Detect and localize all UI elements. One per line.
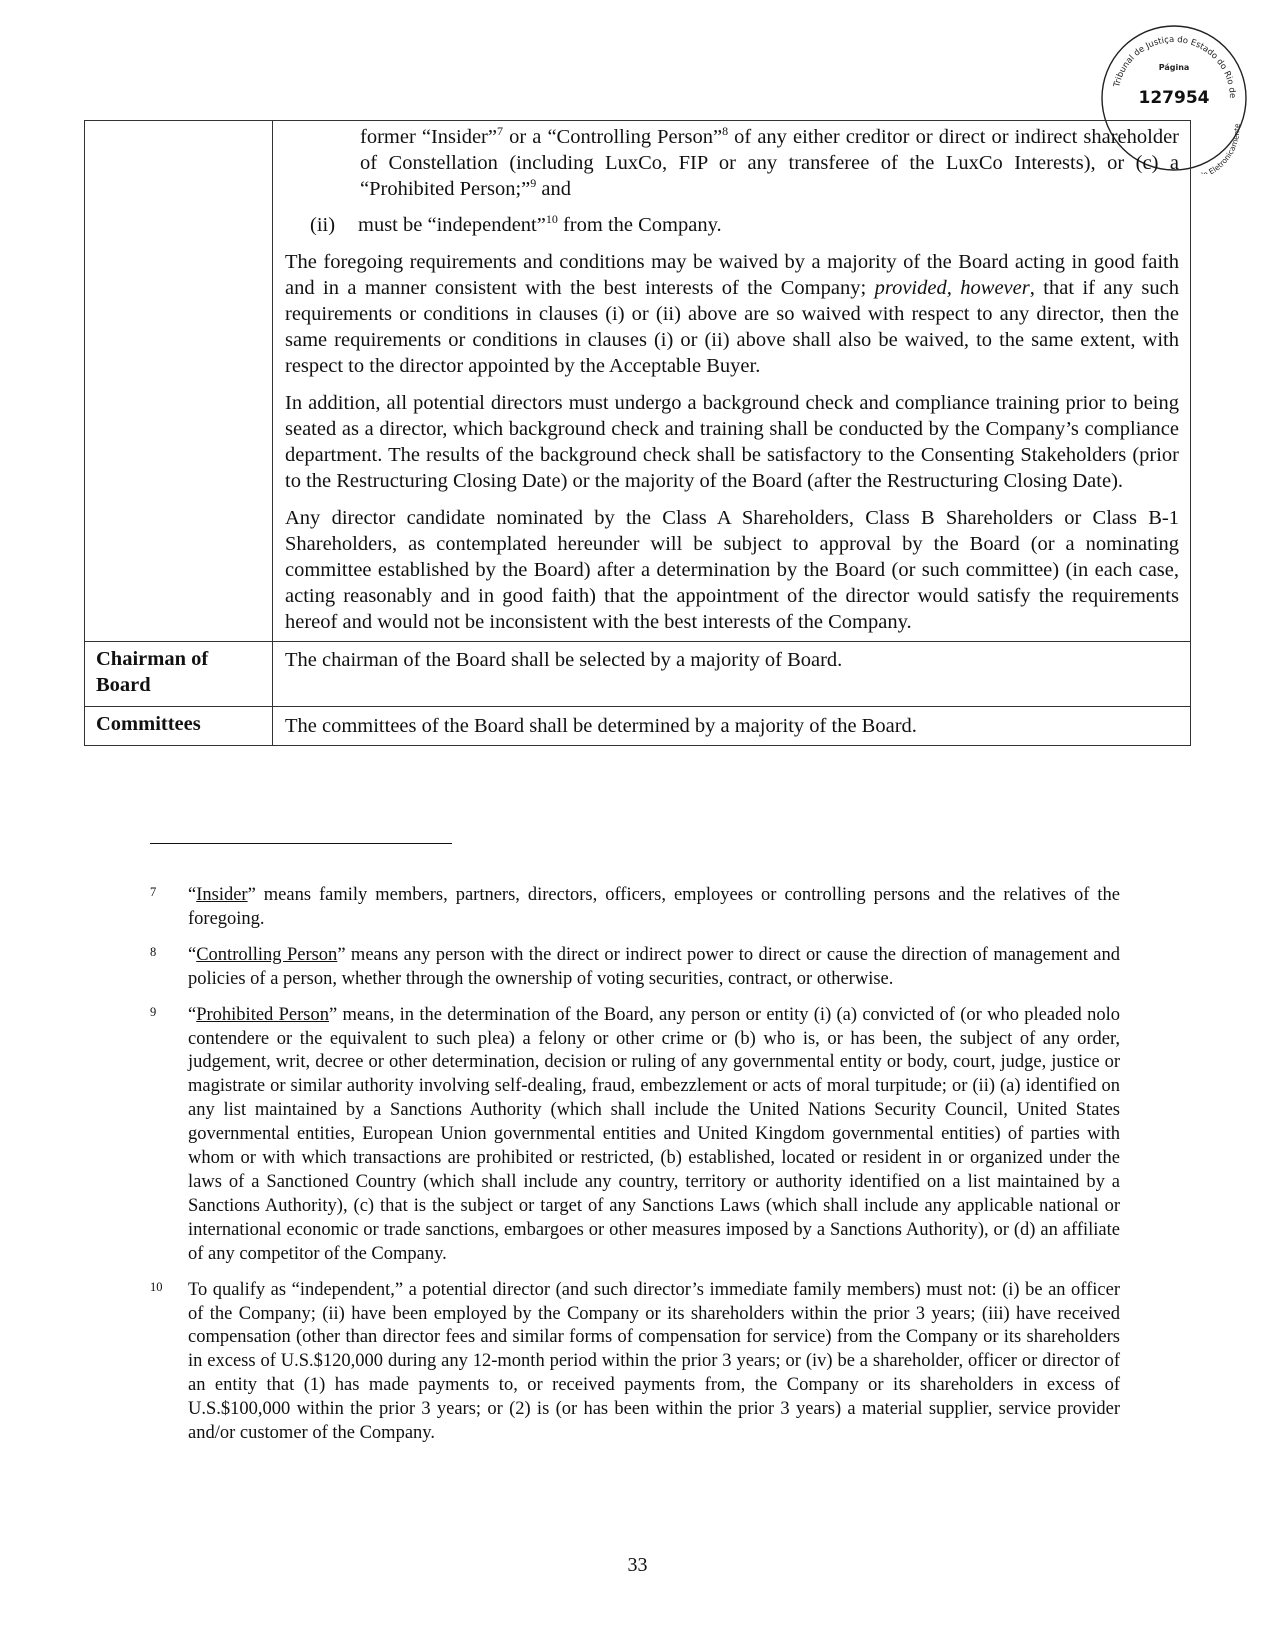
clause-ii	[285, 212, 1179, 238]
footnote-number: 9	[150, 1004, 157, 1019]
table-row-board-requirements	[85, 121, 1191, 642]
footnote-ref-9[interactable]: 9	[530, 176, 537, 191]
row-content-board-requirements	[273, 121, 1191, 642]
footnote-number: 8	[150, 944, 157, 959]
defined-term: Controlling Person	[196, 944, 338, 965]
paragraph-director-candidates: Any director candidate nominated by the Class A Shareholders, Class B Shareholders or Class B-1 Shareholders, as contemplated hereunder will be subject to approval by the Board (or a nominating committee established by the Board) after a determination by the Board (or such committee) (in each case, acting reasonably and in good faith) that the appointment of the director would satisfy the requirements hereof and would not be inconsistent with the best interests of the Company.	[285, 507, 1179, 633]
defined-term: Prohibited Person	[196, 1004, 329, 1025]
defined-term: Insider	[196, 885, 248, 905]
row-label-empty	[85, 121, 273, 642]
footnote-text: “Insider” means family members, partners, directors, officers, employees or controlling persons and the relatives of the foregoing.	[188, 885, 1120, 929]
footnote-text: “Controlling Person” means any person with the direct or indirect power to direct or cause the direction of management and policies of a person, whether through the ownership of voting securities, contract, or otherwise.	[188, 944, 1120, 989]
footnote-ref-7[interactable]: 7	[497, 124, 503, 139]
footnote-text: “Prohibited Person” means, in the determination of the Board, any person or entity (i) (a) convicted of (or who pleaded nolo contendere or the equivalent to such plea) a felony or other crime or (b) who is, or has been, the subject of any order, judgement, writ, decree or other determination, decision or ruling of any governmental entity or body, court, judge, justice or magistrate or similar authority involving self-dealing, fraud, embezzlement or acts of moral turpitude; or (ii) (a) identified on any list maintained by a Sanctions Authority (which shall include the United Nations Security Council, United States governmental entities, European Union governmental entities and United Kingdom governmental entities) of parties with whom or with which transactions are prohibited or restricted, (b) established, located or resident in or organized under the laws of a Sanctioned Country (which shall include any country, territory or authority identified on a list maintained by a Sanctions Authority), (c) that is the subject or target of any Sanctions Laws (which shall include any applicable national or international economic or trade sanctions, embargoes or other measures imposed by a Sanctions Authority), or (d) an affiliate of any competitor of the Company.	[188, 1004, 1120, 1264]
footnote-10	[150, 1279, 1120, 1446]
table-row-committees	[85, 707, 1191, 746]
stamp-number: 127954	[1138, 88, 1210, 108]
clause-text: must be “independent”$^{10}$ from the Company.	[358, 212, 722, 236]
footnote-9	[150, 1004, 1120, 1267]
stamp-inner-text: Eletronicamente	[1207, 123, 1242, 174]
chairman-text: The chairman of the Board shall be selected by a majority of Board.	[285, 649, 843, 671]
footnote-number: 10	[150, 1279, 163, 1294]
footnote-text: To qualify as “independent,” a potential director (and such director’s immediate family members) must not: (i) be an officer of the Company; (ii) have been employed by the Company or its shareholders within the prior 3 years; (iii) have received compensation (other than director fees and similar forms of compensation for service) from the Company or its shareholders in excess of U.S.$120,000 during any 12-month period within the prior 3 years; or (iv) be a shareholder, officer or director of an entity that (1) has made payments to, or received payments from, the Company or its shareholders in excess of U.S.$100,000 within the prior 3 years; or (2) is (or has been within the prior 3 years) a material supplier, service provider and/or customer of the Company.	[188, 1279, 1120, 1444]
row-content-chairman	[273, 642, 1191, 707]
footnote-ref-8[interactable]: 8	[722, 124, 729, 139]
footnote-separator	[150, 843, 452, 844]
row-label-committees: Committees	[85, 707, 273, 746]
term-sheet-table	[84, 120, 1191, 746]
footnotes	[150, 884, 1120, 1458]
stamp-label: Página	[1158, 63, 1190, 72]
clause-continuation: former “Insider”$^7$ or a “Controlling Person”$^8$ of any either creditor or direct or indirect shareholder of Constellation (including LuxCo, FIP or any transferee of the LuxCo Interests), or (c) a “Prohibited Person;”$^9$ and	[360, 124, 1180, 200]
paragraph-waiver: The foregoing requirements and conditions may be waived by a majority of the Board acting in good faith and in a manner consistent with the best interests of the Company; provided, however, that if any such requirements or conditions in clauses (i) or (ii) above are so waived with respect to any director, then the same requirements or conditions in clauses (i) or (ii) above shall also be waived, to the same extent, with respect to the director appointed by the Acceptable Buyer.	[285, 251, 1180, 377]
clause-number: (ii)	[310, 214, 336, 236]
row-label-chairman: Chairman of Board	[85, 642, 273, 707]
row-content-committees	[273, 707, 1191, 746]
stamp-ring-text: Tribunal de Justiça do Estado do Rio de	[1112, 34, 1238, 99]
footnote-8	[150, 944, 1120, 992]
footnote-number: 7	[150, 885, 157, 899]
footnote-ref-10[interactable]: 10	[545, 212, 558, 227]
table-row-chairman	[85, 642, 1191, 707]
page-number: 33	[627, 1554, 648, 1576]
paragraph-background-check: In addition, all potential directors must undergo a background check and compliance training prior to being seated as a director, which background check and training shall be conducted by the Company’s compliance department. The results of the background check shall be satisfactory to the Consenting Stakeholders (prior to the Restructuring Closing Date) or the majority of the Board (after the Restructuring Closing Date).	[285, 392, 1179, 492]
footnote-7	[150, 884, 1120, 932]
committees-text: The committees of the Board shall be determined by a majority of the Board.	[285, 715, 917, 737]
